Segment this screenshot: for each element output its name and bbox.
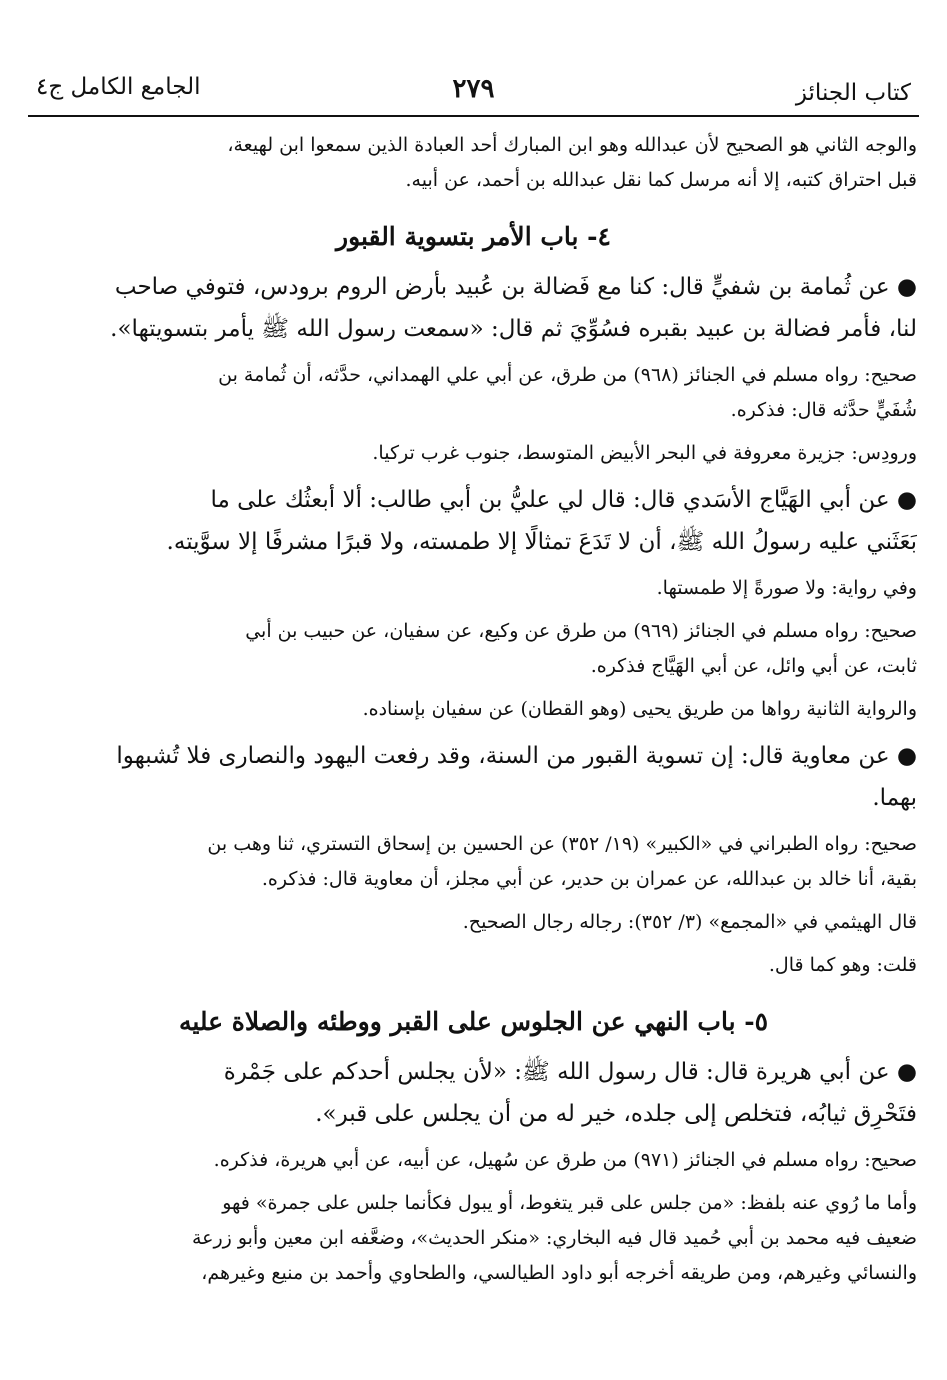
paragraph-gap bbox=[30, 819, 917, 827]
chapter-title: كتاب الجنائز bbox=[795, 80, 911, 106]
text-line: والوجه الثاني هو الصحيح لأن عبدالله وهو ابن المبارك أحد العبادة الذين سمعوا ابن لهيعة، bbox=[227, 134, 917, 156]
commentary-paragraph bbox=[30, 948, 917, 983]
text-line: ثابت، عن أبي وائل، عن أبي الهَيَّاج فذكره. bbox=[590, 655, 917, 677]
text-line: شُفَيٍّ حدَّثه قال: فذكره. bbox=[730, 399, 917, 421]
paragraph-gap bbox=[30, 897, 917, 905]
hadith-text bbox=[30, 735, 917, 819]
page-header bbox=[36, 70, 911, 110]
text-line: قلت: وهو كما قال. bbox=[768, 954, 917, 976]
commentary-paragraph bbox=[30, 614, 917, 684]
text-line: بَعَثَني عليه رسولُ الله ﷺ، أن لا تَدَعَ تمثالًا إلا طمسته، ولا قبرًا مشرفًا إلا سوَّيته. bbox=[166, 529, 917, 555]
commentary-paragraph bbox=[30, 1186, 917, 1291]
text-line: صحيح: رواه مسلم في الجنائز (٩٦٩) من طرق عن وكيع، عن سفيان، عن حبيب بن أبي bbox=[245, 620, 917, 642]
commentary-paragraph bbox=[30, 905, 917, 940]
commentary-paragraph bbox=[30, 436, 917, 471]
paragraph-gap bbox=[30, 350, 917, 358]
text-line: صحيح: رواه الطبراني في «الكبير» (١٩/ ٣٥٢) عن الحسين بن إسحاق التستري، ثنا وهب بن bbox=[207, 833, 917, 855]
book-title: الجامع الكامل ج٤ bbox=[36, 74, 201, 100]
paragraph-gap bbox=[30, 1291, 917, 1299]
text-line: وفي رواية: ولا صورةً إلا طمستها. bbox=[656, 577, 917, 599]
hadith-text bbox=[30, 1051, 917, 1135]
text-line: وأما ما رُوي عنه بلفظ: «من جلس على قبر يتغوط، أو يبول فكأنما جلس على جمرة» فهو bbox=[222, 1192, 917, 1214]
hadith-text bbox=[30, 479, 917, 563]
text-line: ● عن أبي الهَيَّاج الأسَدي قال: قال لي عليُّ بن أبي طالب: ألا أبعثُك على ما bbox=[210, 487, 917, 513]
paragraph-gap bbox=[30, 606, 917, 614]
text-line: بهما. bbox=[872, 785, 917, 811]
text-line: قال الهيثمي في «المجمع» (٣/ ٣٥٢): رجاله رجال الصحيح. bbox=[462, 911, 917, 933]
commentary-paragraph bbox=[30, 571, 917, 606]
text-line: ضعيف فيه محمد بن أبي حُميد قال فيه البخاري: «منكر الحديث»، وضعَّفه ابن معين وأبو زرعة bbox=[191, 1227, 917, 1249]
text-line: قبل احتراق كتبه، إلا أنه مرسل كما نقل عبدالله بن أحمد، عن أبيه. bbox=[405, 169, 917, 191]
paragraph-gap bbox=[30, 198, 917, 206]
text-line: ● عن أبي هريرة قال: قال رسول الله ﷺ: «لأن يجلس أحدكم على جَمْرة bbox=[223, 1059, 917, 1085]
commentary-paragraph bbox=[30, 128, 917, 198]
paragraph-gap bbox=[30, 727, 917, 735]
text-line: فتَحْرِق ثيابُه، فتخلص إلى جلده، خير له من أن يجلس على قبر». bbox=[315, 1101, 917, 1127]
section-heading: ٥- باب النهي عن الجلوس على القبر ووطئه والصلاة عليه bbox=[178, 1007, 769, 1036]
paragraph-gap bbox=[30, 471, 917, 479]
commentary-paragraph bbox=[30, 692, 917, 727]
paragraph-gap bbox=[30, 983, 917, 991]
commentary-paragraph bbox=[30, 827, 917, 897]
header-rule bbox=[28, 115, 919, 117]
commentary-paragraph bbox=[30, 358, 917, 428]
paragraph-gap bbox=[30, 684, 917, 692]
commentary-paragraph bbox=[30, 1143, 917, 1178]
page-body bbox=[30, 128, 917, 1299]
paragraph-gap bbox=[30, 428, 917, 436]
text-line: صحيح: رواه مسلم في الجنائز (٩٧١) من طرق عن سُهيل، عن أبيه، عن أبي هريرة، فذكره. bbox=[213, 1149, 917, 1171]
text-line: والنسائي وغيرهم، ومن طريقه أخرجه أبو داود الطيالسي، والطحاوي وأحمد بن منيع وغيرهم، bbox=[201, 1262, 917, 1284]
hadith-text bbox=[30, 266, 917, 350]
text-line: لنا، فأمر فضالة بن عبيد بقبره فسُوِّيَ ثم قال: «سمعت رسول الله ﷺ يأمر بتسويتها». bbox=[110, 316, 917, 342]
paragraph-gap bbox=[30, 1178, 917, 1186]
text-line: ورودِس: جزيرة معروفة في البحر الأبيض المتوسط، جنوب غرب تركيا. bbox=[372, 442, 917, 464]
section-heading: ٤- باب الأمر بتسوية القبور bbox=[336, 222, 611, 251]
page-number: ٢٧٩ bbox=[452, 74, 495, 104]
paragraph-gap bbox=[30, 563, 917, 571]
paragraph-gap bbox=[30, 1135, 917, 1143]
paragraph-gap bbox=[30, 940, 917, 948]
text-line: ● عن معاوية قال: إن تسوية القبور من السنة، وقد رفعت اليهود والنصارى فلا تُشبهوا bbox=[116, 743, 917, 769]
text-line: والرواية الثانية رواها من طريق يحيى (وهو القطان) عن سفيان بإسناده. bbox=[362, 698, 917, 720]
text-line: صحيح: رواه مسلم في الجنائز (٩٦٨) من طرق، عن أبي علي الهمداني، حدَّثه، أن ثُمامة بن bbox=[218, 364, 917, 386]
text-line: بقية، أنا خالد بن عبدالله، عن عمران بن حدير، عن أبي مجلز، أن معاوية قال: فذكره. bbox=[261, 868, 917, 890]
text-line: ● عن ثُمامة بن شفيٍّ قال: كنا مع فَضالة بن عُبيد بأرض الروم برودس، فتوفي صاحب bbox=[114, 274, 917, 300]
